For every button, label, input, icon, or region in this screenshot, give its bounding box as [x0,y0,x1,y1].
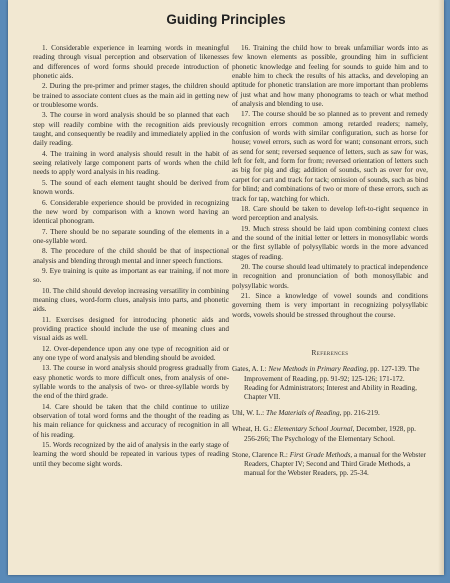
reference-title: New Methods in Primary Reading, [268,365,369,374]
principle-17: 17. The course should be so planned as to prevent and remedy recognition errors common among retarded readers; namely, confusion of words with similar configuration, such as horse for house; vowel errors, such as word for want; consonant errors, such as send for sent; reversed sequence of letters, such as saw for was, left for felt, and form for from; reversed orientation of letters such as big for pig and dig; addition of sounds, such as over for ove, carpet for cart and track for tack; omission of sounds, such as bind for blind; and combinations of two or more of these errors, such as track for tap, watching for which. [232,110,428,203]
principle-4: 4. The training in word analysis should result in the habit of seeing relatively large component parts of words when the child needs to apply word analysis in his reading. [33,149,229,177]
principle-14: 14. Care should be taken that the child continue to utilize observation of total word forms and the thought of the reading as his main reliance for quickness and accuracy of recognition in all of his reading. [33,402,229,439]
principle-9: 9. Eye training is quite as important as ear training, if not more so. [33,266,229,285]
reference-item [232,451,428,479]
right-column [232,44,428,485]
reference-author: Wheat, H. G.: [232,425,274,434]
reference-title: Elementary School Journal, [273,425,355,434]
reference-title: First Grade Methods, [289,450,353,459]
principle-12: 12. Over-dependence upon any one type of recognition aid or any one type of word analysis and blending should be avoided. [33,344,229,362]
page-title: Guiding Principles [166,12,286,27]
principle-1: 1. Considerable experience in learning words in meaningful reading through visual perception and observation of likenesses and differences of word forms should precede introduction of phonetic aids. [33,44,229,81]
principle-8: 8. The procedure of the child should be that of inspectional analysis and blending through mental and inner speech functions. [33,247,229,265]
reference-author: Stone, Clarence R.: [232,450,290,459]
reference-author: Gates, A. I.: [232,365,269,374]
principle-16: 16. Training the child how to break unfamiliar words into as few known elements as possible, grounding him in sufficient phonetic knowledge and feeling for sounds to guide him and to enable him to check the results of his attacks, and developing an aptitude for phonetic translation are more important than problems of just what and how many phonograms to teach or what method of analysis and blending to use. [232,44,428,109]
principle-13: 13. The course in word analysis should progress gradually from easy phonetic words to more difficult ones, from analysis of one-syllable words to the analysis of two- or three-syllable words by the end of the third grade. [33,364,229,401]
principle-10: 10. The child should develop increasing versatility in combining meaning clues, word-form clues, analysis into parts, and phonetic aids. [33,286,229,314]
principle-2: 2. During the pre-primer and primer stages, the children should be trained to associate content clues as the main aid in getting new or troublesome words. [33,82,229,110]
principle-15: 15. Words recognized by the aid of analysis in the early stage of learning the word should be repeated in various types of reading until they become sight words. [33,441,229,468]
principle-5: 5. The sound of each element taught should be derived from known words. [33,178,229,197]
principle-11: 11. Exercises designed for introducing phonetic aids and providing practice should include the use of meaning clues and visual aids as well. [33,315,229,343]
reference-detail: December, 1928, pp. 256-266; The Psychology of the Elementary School. [244,425,416,443]
reference-title: The Materials of Reading, [265,409,342,418]
reference-detail: pp. 127-139. The Improvement of Reading, pp. 91-92; 125-126; 171-172. Reading for Administrators; Interest and Ability in Reading, Chapter VII. [244,365,420,401]
principle-19: 19. Much stress should be laid upon combining context clues and the sound of the initial letter or letters in monosyllabic words or the first syllable of polysyllabic words in the more advanced stages of reading. [232,224,428,261]
page-edge-shadow [438,0,444,575]
reference-author: Uhl, W. L.: [232,409,266,418]
principle-21: 21. Since a knowledge of vowel sounds and conditions governing them is very important in recognizing polysyllabic words, vowels should be stressed throughout the course. [232,291,428,319]
principle-6: 6. Considerable experience should be provided in recognizing the new word by comparison with a known word having an identical phonogram. [33,198,229,226]
reference-detail: a manual for the Webster Readers, Chapter IV; Second and Third Grade Methods, a manual for the Webster Readers, pp. 25-34. [244,450,426,478]
reference-item [232,425,428,443]
principle-20: 20. The course should lead ultimately to practical independence in recognition and pronunciation of both monosyllabic and polysyllabic words. [232,262,428,290]
book-page [8,0,444,575]
principle-18: 18. Care should be taken to develop left-to-right sequence in word perception and analysis. [232,204,428,223]
reference-detail: pp. 216-219. [341,409,380,418]
references-heading: References [311,347,349,357]
principle-7: 7. There should be no separate sounding of the elements in a one-syllable word. [33,227,229,245]
reference-item [232,409,428,418]
reference-item [232,365,428,402]
principle-3: 3. The course in word analysis should be so planned that each step will readily combine with the recognition aids previously taught, and consequently be readily and immediately applied in the daily reading. [33,111,229,148]
left-column [33,44,229,470]
